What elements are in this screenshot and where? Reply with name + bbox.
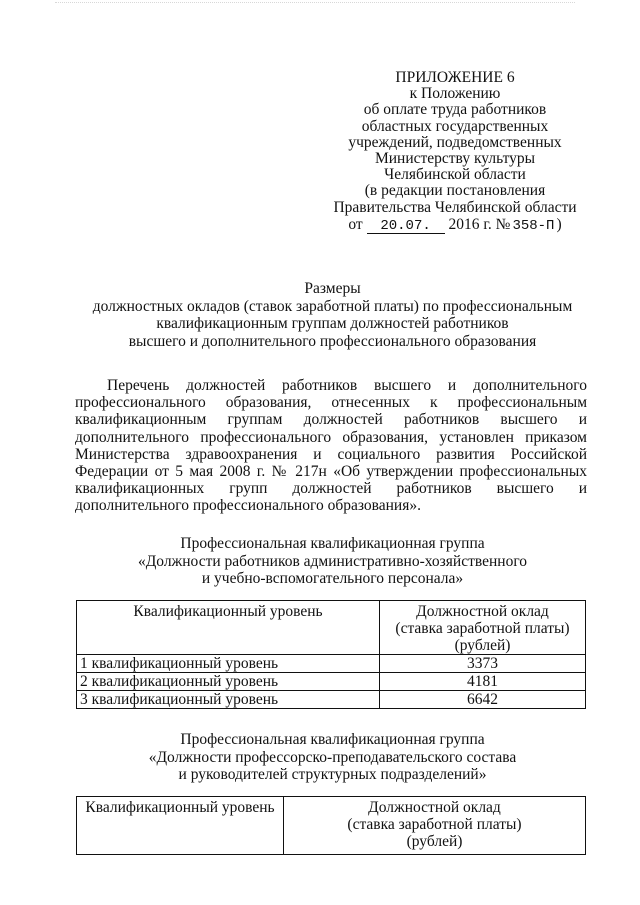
header-line: Должностной оклад: [416, 603, 549, 620]
appendix-line: об оплате труда работников: [363, 101, 547, 119]
title-line: квалификационным группам должностей работников: [156, 315, 509, 332]
group-title-line: Профессиональная квалификационная группа: [180, 535, 485, 552]
title-line: высшего и дополнительного профессионального образования: [128, 332, 537, 350]
level-cell: 3 квалификационный уровень: [77, 691, 380, 709]
header-line: (рублей): [454, 637, 511, 654]
title-line: должностных окладов (ставок заработной платы) по профессиональным: [92, 297, 573, 315]
title-line: Размеры: [304, 280, 361, 297]
salary-cell: 6642: [380, 691, 586, 709]
group1-title: [60, 535, 605, 588]
group-title-line: Профессиональная квалификационная группа: [180, 731, 485, 748]
header-line: (ставка заработной платы): [347, 816, 522, 833]
number-filled: 358-П: [512, 217, 555, 234]
salary-column-header: [284, 797, 586, 855]
table-row: [77, 655, 586, 673]
group-title-line: и руководителей структурных подразделений»: [178, 766, 487, 783]
date-suffix: 2016 г. №: [448, 215, 511, 233]
date-filled: 20.07.: [367, 219, 445, 234]
group1-salary-table: [76, 600, 586, 709]
level-cell: 1 квалификационный уровень: [77, 655, 380, 673]
salary-column-header: [380, 601, 586, 655]
level-column-header: Квалификационный уровень: [77, 601, 380, 655]
appendix-title: ПРИЛОЖЕНИЕ 6: [395, 69, 515, 86]
salary-cell: 3373: [380, 655, 586, 673]
table-row: [77, 691, 586, 709]
group-title-line: «Должности работников административно-хозяйственного: [137, 552, 528, 570]
level-column-header: Квалификационный уровень: [77, 797, 284, 855]
header-line: (рублей): [406, 833, 463, 850]
table-header-row: [77, 601, 586, 655]
appendix-header: [330, 70, 580, 234]
group2-title: [60, 731, 605, 784]
group-title-line: «Должности профессорско-преподавательского состава: [148, 748, 517, 766]
appendix-line: учреждений, подведомственных: [348, 133, 562, 151]
document-title: [60, 280, 605, 350]
group2-salary-table: [76, 796, 586, 855]
appendix-line: Правительства Челябинской области: [333, 198, 577, 216]
appendix-line: областных государственных: [361, 117, 549, 135]
table-row: [77, 673, 586, 691]
appendix-line: Челябинской области: [384, 166, 526, 184]
date-prefix: от: [348, 215, 363, 233]
group-title-line: и учебно-вспомогательного персонала»: [201, 570, 464, 587]
appendix-date-line: [330, 217, 580, 234]
scan-artifact-line: [55, 2, 575, 9]
table-header-row: [77, 797, 586, 855]
level-cell: 2 квалификационный уровень: [77, 673, 380, 691]
close-paren: ): [556, 215, 562, 233]
appendix-line: Министерству культуры: [374, 150, 536, 168]
header-line: Должностной оклад: [368, 799, 501, 816]
salary-cell: 4181: [380, 673, 586, 691]
intro-paragraph: Перечень должностей работников высшего и дополнительного профессионального образования, отнесенных к профессиональным квалификационным группам должностей работников высшего и дополнительного профессионального образования, установлен приказом Министерства здравоохранения и социального развития Российской Федерации от 5 мая 2008 г. № 217н «Об утверждении профессиональных квалификационных групп должностей работников высшего и дополнительного профессионального образования».: [75, 377, 587, 515]
appendix-line: к Положению: [409, 85, 501, 103]
appendix-line: (в редакции постановления: [364, 182, 546, 200]
header-line: (ставка заработной платы): [395, 620, 570, 637]
